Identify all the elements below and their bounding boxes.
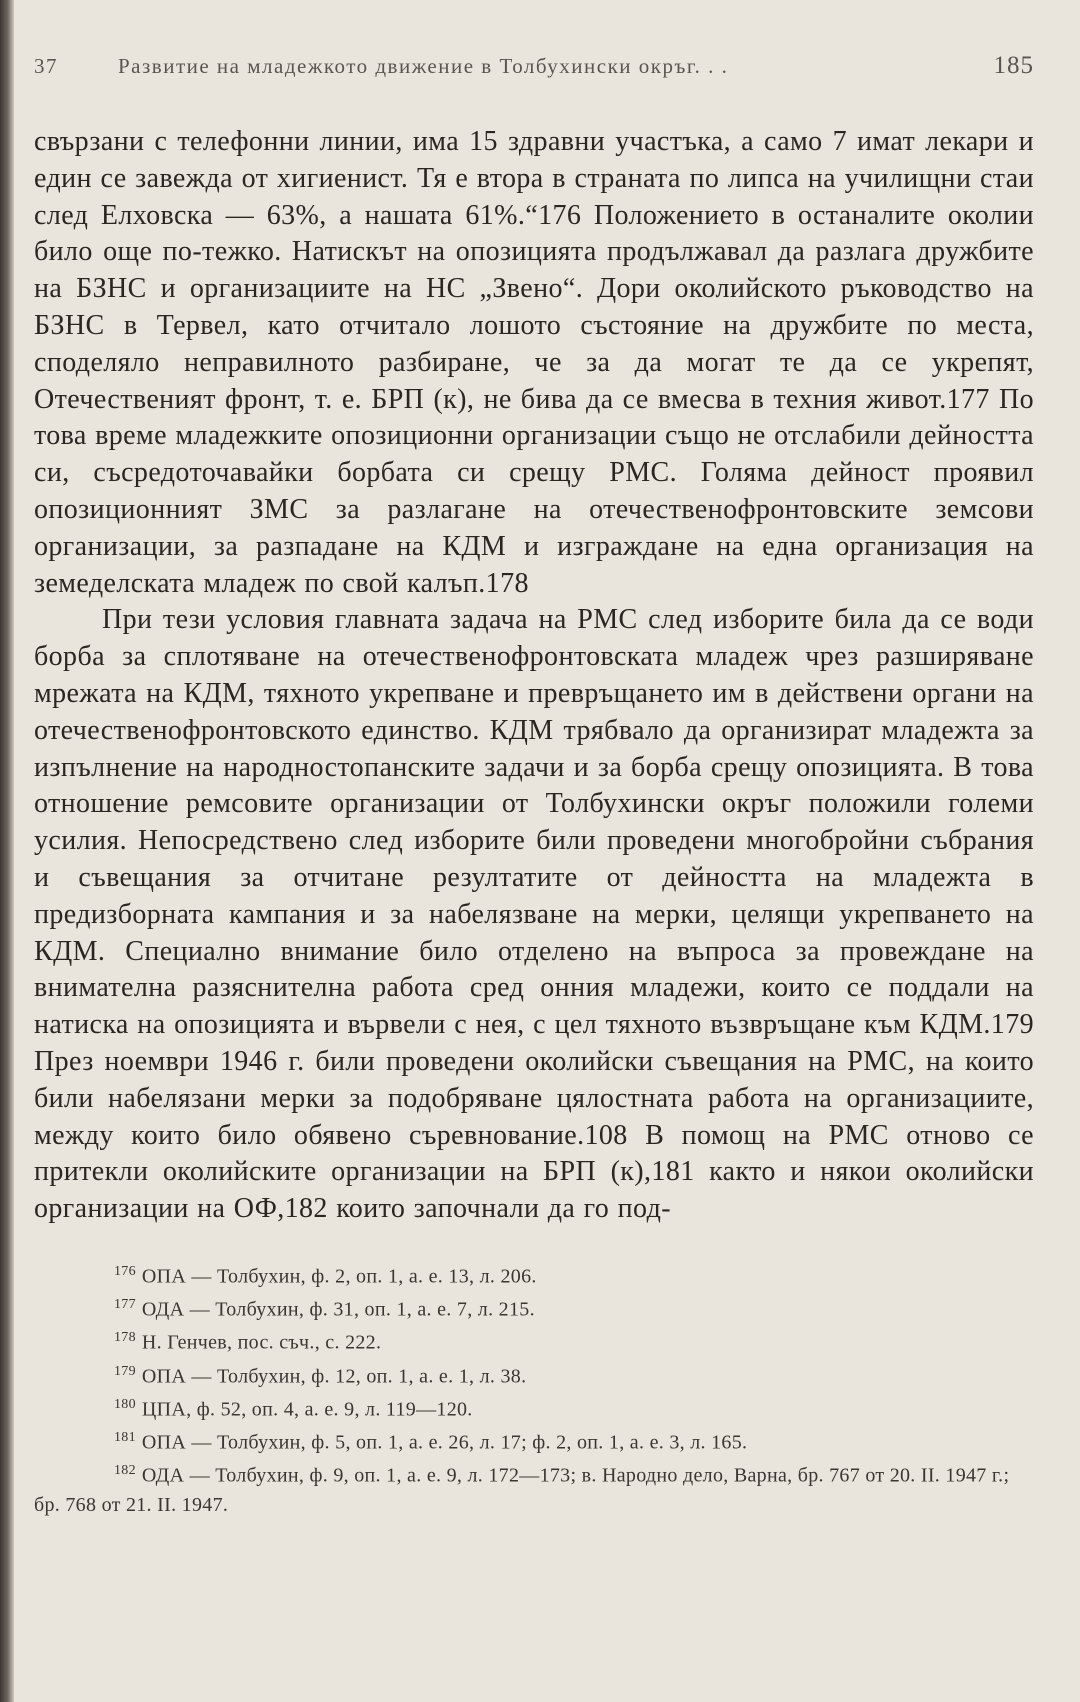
footnote-179: $^{179}$ ОПА — Толбухин, ф. 12, оп. 1, а. е. 1, л. 38. [114,1363,527,1388]
header-left-number: 37 [34,54,58,78]
footnote-182: $^{182}$ ОДА — Толбухин, ф. 9, оп. 1, а. е. 9, л. 172—173; в. Народно дело, Варна, бр. 767 от 20. II. 1947 г.; бр. 768 от 21. II. 1947. [34,1463,1010,1516]
running-header [34,52,1034,80]
footnote-176: $^{176}$ ОПА — Толбухин, ф. 2, оп. 1, а. е. 13, л. 206. [114,1263,537,1288]
page-number: 185 [993,52,1034,79]
footnote-180: $^{180}$ ЦПА, ф. 52, оп. 4, а. е. 9, л. 119—120. [114,1396,473,1421]
paragraph-2: При тези условия главната задача на РМС след изборите била да се води борба за сплотяване на отечественофронтовската младеж чрез разширяване мрежата на КДМ, тяхното укрепване и превръщането им в действени органи на отечественофронтовското единство. КДМ трябвало да организират младежта за изпълнение на народностопанските задачи и за борба срещу опозицията. В това отношение ремсовите организации от Толбухински окръг положили големи усилия. Непосредствено след изборите били проведени многобройни събрания и съвещания за отчитане резултатите от дейността на младежта в предизборната кампания и за набелязване на мерки, целящи укрепването на КДМ. Специално внимание било отделено на въпроса за провеждане на внимателна разяснителна работа сред онния младежи, които се поддали на натиска на опозицията и вървели с нея, с цел тяхното възвръщане към КДМ.179 През ноември 1946 г. били проведени околийски съвещания на РМС, на които били набелязани мерки за подобряване цялостната работа на организациите, между които било обявено съревнование.108 В помощ на РМС отново се притекли околийските организации на БРП (к),181 както и някои околийски организации на ОФ,182 които започнали да го под- [34,604,1034,1225]
body-text [34,124,1034,1228]
footnote-177: $^{177}$ ОДА — Толбухин, ф. 31, оп. 1, а. е. 7, л. 215. [114,1297,535,1321]
footnote-178: $^{178}$ Н. Генчев, пос. съч., с. 222. [114,1330,382,1355]
paragraph-1: свързани с телефонни линии, има 15 здравни участъка, а само 7 имат лекари и един се завежда от хигиенист. Тя е втора в страната по липса на училищни стаи след Елховска — 63%, а нашата 61%.“176 Положението в останалите околии било още по-тежко. Натискът на опозицията продължавал да разлага дружбите на БЗНС и организациите на НС „Звено“. Дори околийското ръководство на БЗНС в Тервел, като отчитало лошото състояние на дружбите по места, споделяло неправилното разбиране, че за да могат те да се укрепят, Отечественият фронт, т. е. БРП (к), не бива да се вмесва в техния живот.177 По това време младежките опозиционни организации също не отслабили дейността си, съсредоточавайки борбата си срещу РМС. Голяма дейност проявил опозиционният ЗМС за разлагане на отечественофронтовските земсови организации, за разпадане на КДМ и изграждане на една организация на земеделската младеж по свой калъп.178 [34,126,1034,599]
book-binding-edge [0,0,14,1702]
footnote-181: $^{181}$ ОПА — Толбухин, ф. 5, оп. 1, а. е. 26, л. 17; ф. 2, оп. 1, а. е. 3, л. 165. [114,1430,748,1454]
header-title: Развитие на младежкото движение в Толбухински окръг. . . [118,54,729,78]
book-page [34,52,1034,1519]
footnotes [34,1258,1034,1519]
